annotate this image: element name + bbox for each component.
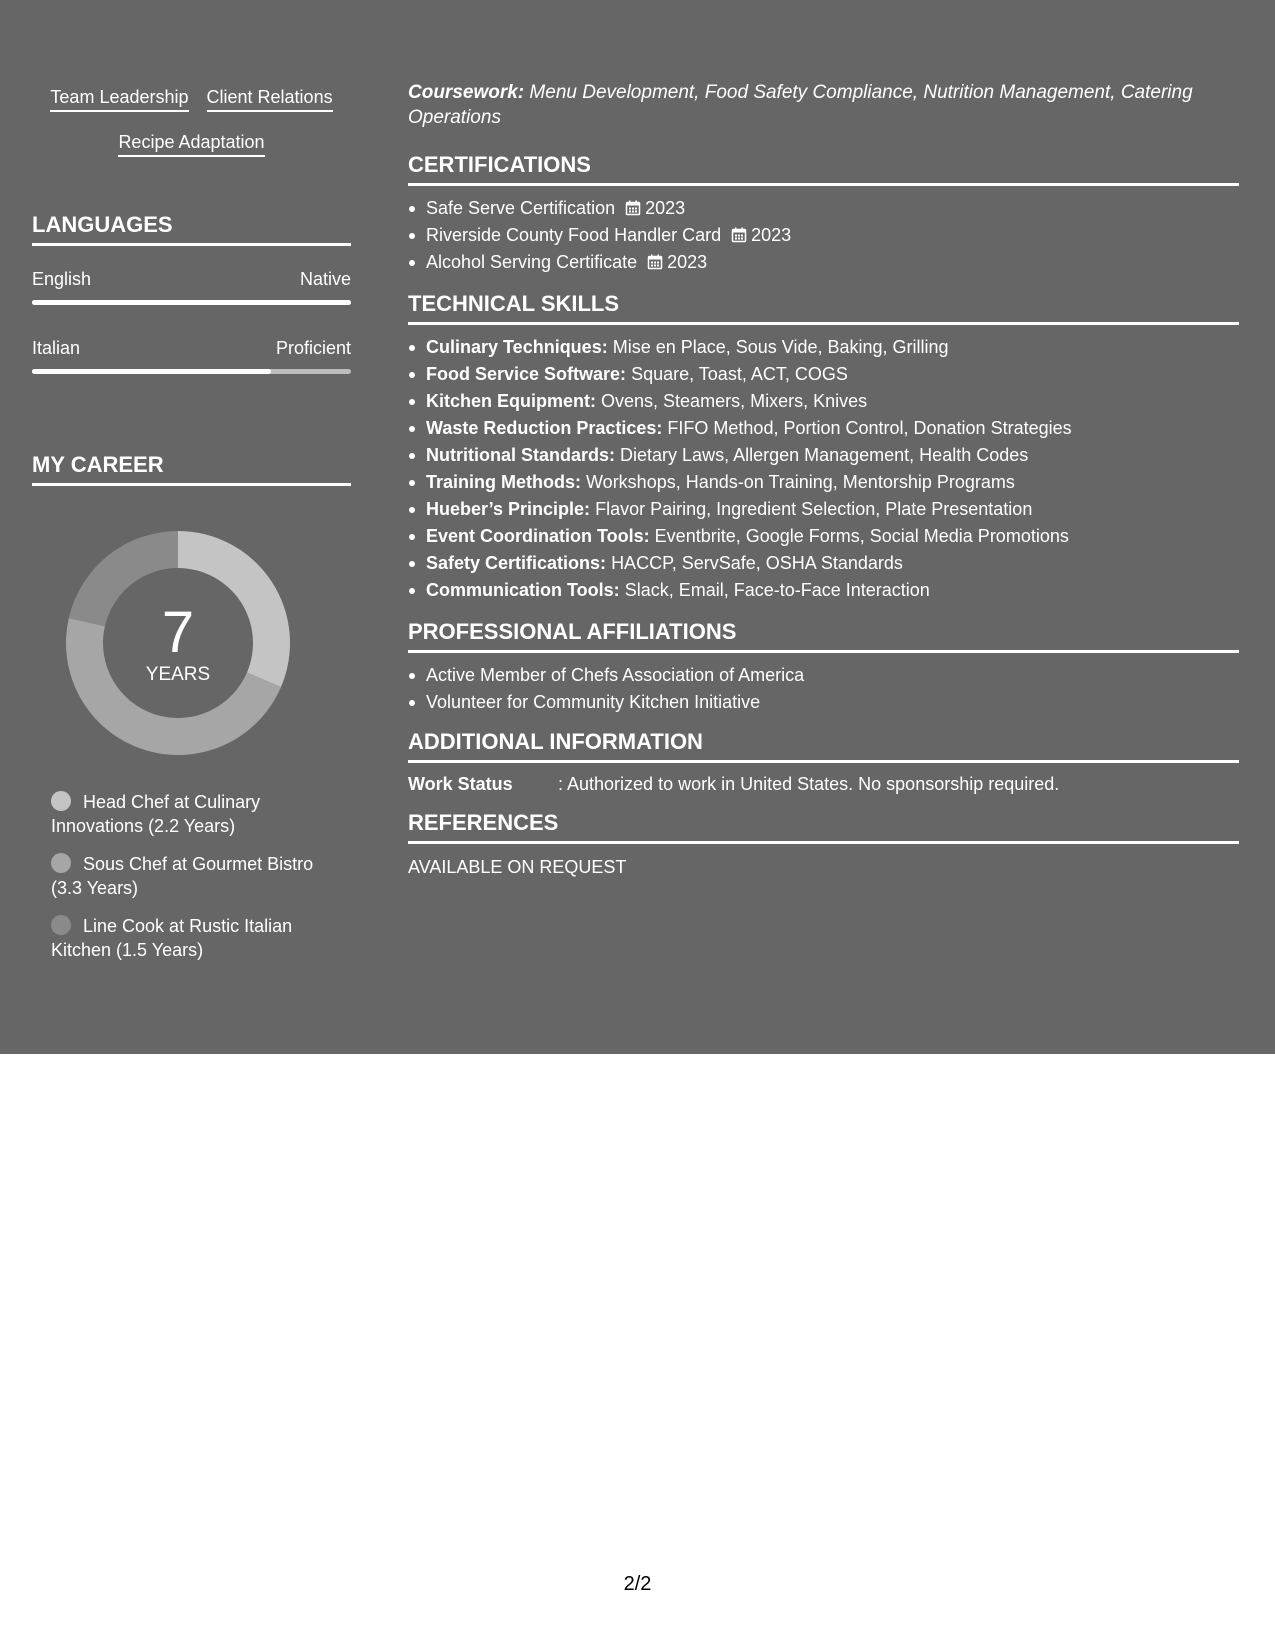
skill-label: Waste Reduction Practices: — [426, 418, 663, 438]
career-years-label: YEARS — [145, 664, 211, 685]
coursework-label: Coursework: — [408, 82, 525, 103]
certifications-list — [408, 195, 1239, 276]
skills-tags — [32, 86, 351, 176]
certification-item — [408, 195, 1239, 222]
skill-text: Square, Toast, ACT, COGS — [631, 364, 848, 384]
certification-item — [408, 222, 1239, 249]
certifications-section — [408, 152, 1239, 276]
work-status-label: Work Status — [408, 774, 513, 794]
technical-skills-list — [408, 334, 1239, 604]
skill-text: Workshops, Hands-on Training, Mentorship Programs — [586, 472, 1015, 492]
work-status-value: : Authorized to work in United States. No sponsorship required. — [558, 774, 1060, 794]
affiliation-item: Volunteer for Community Kitchen Initiative — [408, 689, 1239, 716]
certification-item — [408, 249, 1239, 276]
skill-label: Hueber’s Principle: — [426, 499, 591, 519]
skill-label: Culinary Techniques: — [426, 337, 608, 357]
technical-skills-section — [408, 291, 1239, 604]
skill-label: Food Service Software: — [426, 364, 627, 384]
page-number: 2/2 — [623, 1573, 652, 1595]
technical-skills-title: TECHNICAL SKILLS — [408, 291, 1239, 325]
career-total-years: 7 — [161, 600, 195, 665]
language-level: Native — [299, 269, 351, 289]
skill-tag: Recipe Adaptation — [118, 131, 264, 157]
skills-row-1 — [32, 86, 351, 112]
affiliation-item: Active Member of Chefs Association of America — [408, 662, 1239, 689]
language-name: English — [32, 269, 92, 289]
calendar-icon — [647, 254, 663, 270]
coursework — [408, 80, 1239, 130]
career-title: MY CAREER — [32, 452, 351, 486]
language-level: Proficient — [275, 338, 351, 358]
language-bar — [32, 369, 351, 374]
certification-year: 2023 — [667, 252, 708, 272]
skill-label: Communication Tools: — [426, 580, 620, 600]
language-bar-fill — [32, 369, 271, 374]
skill-label: Safety Certifications: — [426, 553, 607, 573]
language-row — [32, 268, 351, 290]
language-name: Italian — [32, 338, 81, 358]
technical-skill-item — [408, 469, 1239, 496]
language-item-english — [32, 268, 351, 305]
skill-text: Mise en Place, Sous Vide, Baking, Grilling — [612, 337, 949, 357]
skill-text: FIFO Method, Portion Control, Donation Strategies — [667, 418, 1072, 438]
affiliations-section — [408, 619, 1239, 716]
legend-dot-icon — [51, 853, 71, 873]
skill-text: Ovens, Steamers, Mixers, Knives — [601, 391, 868, 411]
coursework-text: Menu Development, Food Safety Compliance, Nutrition Management, Catering Operations — [408, 82, 1193, 128]
references-title: REFERENCES — [408, 810, 1239, 844]
work-status-row — [408, 773, 1239, 795]
career-legend-label: Sous Chef at Gourmet Bistro (3.3 Years) — [51, 854, 314, 898]
skill-text: Dietary Laws, Allergen Management, Health Codes — [620, 445, 1029, 465]
skill-label: Training Methods: — [426, 472, 581, 492]
language-bar — [32, 300, 351, 305]
certification-name: Safe Serve Certification — [426, 198, 616, 218]
certification-year: 2023 — [645, 198, 686, 218]
technical-skill-item — [408, 577, 1239, 604]
technical-skill-item — [408, 550, 1239, 577]
languages-title: LANGUAGES — [32, 212, 351, 246]
certifications-title: CERTIFICATIONS — [408, 152, 1239, 186]
affiliations-list — [408, 662, 1239, 716]
technical-skill-item — [408, 334, 1239, 361]
calendar-icon — [625, 200, 641, 216]
career-legend-label: Head Chef at Culinary Innovations (2.2 Years) — [51, 792, 261, 836]
skill-label: Kitchen Equipment: — [426, 391, 596, 411]
language-item-italian — [32, 337, 351, 374]
legend-dot-icon — [51, 915, 71, 935]
additional-info-section — [408, 729, 1239, 795]
technical-skill-item — [408, 523, 1239, 550]
skills-row-2 — [32, 131, 351, 157]
references-section — [408, 810, 1239, 878]
career-legend-item — [51, 790, 341, 838]
career-donut-center — [66, 531, 290, 755]
certification-name: Alcohol Serving Certificate — [426, 252, 638, 272]
skill-tag: Team Leadership — [50, 86, 188, 112]
career-legend — [51, 790, 341, 976]
affiliations-title: PROFESSIONAL AFFILIATIONS — [408, 619, 1239, 653]
technical-skill-item — [408, 442, 1239, 469]
certification-year: 2023 — [751, 225, 792, 245]
technical-skill-item — [408, 415, 1239, 442]
language-row — [32, 337, 351, 359]
certification-name: Riverside County Food Handler Card — [426, 225, 722, 245]
technical-skill-item — [408, 388, 1239, 415]
legend-dot-icon — [51, 791, 71, 811]
additional-info-title: ADDITIONAL INFORMATION — [408, 729, 1239, 763]
skill-label: Nutritional Standards: — [426, 445, 616, 465]
technical-skill-item — [408, 361, 1239, 388]
skill-text: Flavor Pairing, Ingredient Selection, Plate Presentation — [595, 499, 1033, 519]
skill-tag: Client Relations — [207, 86, 333, 112]
language-bar-fill — [32, 300, 351, 305]
career-legend-item — [51, 852, 341, 900]
skill-label: Event Coordination Tools: — [426, 526, 650, 546]
career-legend-item — [51, 914, 341, 962]
skill-text: Slack, Email, Face-to-Face Interaction — [624, 580, 930, 600]
calendar-icon — [731, 227, 747, 243]
skill-text: Eventbrite, Google Forms, Social Media Promotions — [654, 526, 1069, 546]
references-text: AVAILABLE ON REQUEST — [408, 857, 627, 877]
career-legend-label: Line Cook at Rustic Italian Kitchen (1.5 Years) — [51, 916, 293, 960]
skill-text: HACCP, ServSafe, OSHA Standards — [611, 553, 903, 573]
technical-skill-item — [408, 496, 1239, 523]
